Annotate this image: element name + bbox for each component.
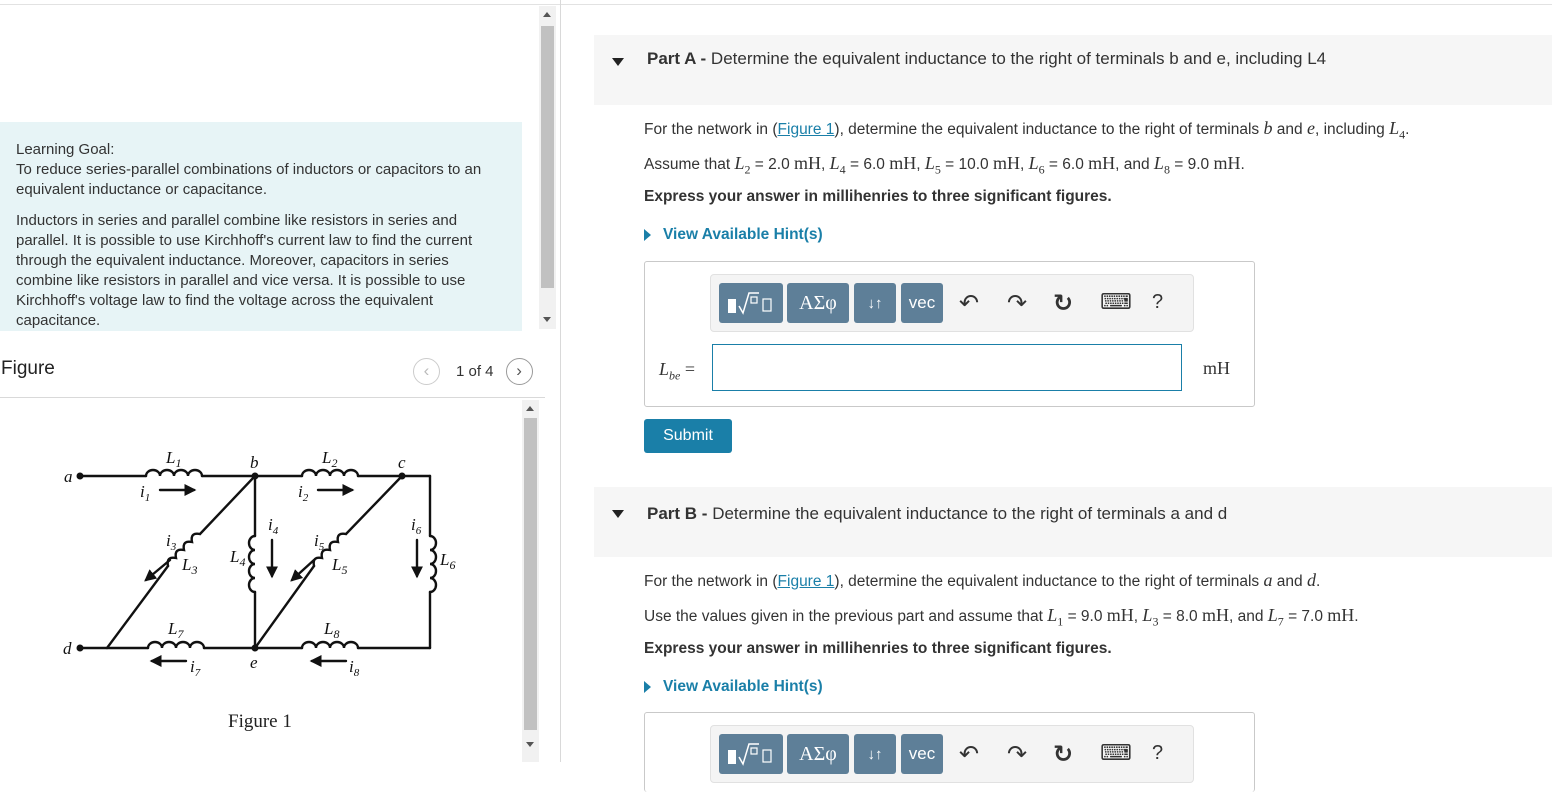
label-L6: $L_6$ xyxy=(440,550,456,572)
greek-symbols-button[interactable]: ΑΣφ xyxy=(787,734,849,774)
reset-icon[interactable]: ↻ xyxy=(1053,741,1074,768)
node-b xyxy=(252,473,259,480)
scroll-thumb[interactable] xyxy=(524,418,537,730)
label-L5: $L_5$ xyxy=(332,555,348,577)
right-pane xyxy=(560,0,1552,768)
templates-button[interactable] xyxy=(719,734,783,774)
part-b-answer-box xyxy=(644,712,1255,792)
wire-L5-e xyxy=(255,566,314,648)
part-a-title: Part A - Determine the equivalent inductance to the right of terminals b and e, including L4 xyxy=(647,49,1327,68)
figure-scrollbar[interactable] xyxy=(522,400,539,762)
learning-goal-panel xyxy=(0,122,522,331)
part-a-given-values: Assume that $L_2 = 2.0$ mH, $L_4 = 6.0$ mH, $L_5 = 10.0$ mH, $L_6 = 6.0$ mH, and $L_8 = 9.0$ mH. xyxy=(644,153,1245,177)
label-L2: $L_2$ xyxy=(322,448,338,470)
inductor-L7 xyxy=(148,642,204,648)
node-a xyxy=(77,473,84,480)
figure-link[interactable]: Figure 1 xyxy=(777,573,835,590)
expand-triangle-icon xyxy=(644,681,651,693)
label-a: a xyxy=(64,467,73,486)
wire-b-L3 xyxy=(200,476,255,534)
figure-header xyxy=(0,353,545,398)
part-a-answer-box xyxy=(644,261,1255,407)
figure-page-count: 1 of 4 xyxy=(456,362,494,380)
scroll-up-arrow-icon[interactable] xyxy=(543,12,551,17)
label-i8: $i_8$ xyxy=(349,657,360,679)
help-icon[interactable]: ? xyxy=(1152,742,1164,764)
keyboard-icon[interactable]: ⌨ xyxy=(1100,289,1132,314)
part-a-prompt: For the network in (Figure 1), determine the equivalent inductance to the right of terminals b and e, including $L_4$. xyxy=(644,118,1410,142)
scroll-down-arrow-icon[interactable] xyxy=(526,742,534,747)
label-L7: $L_7$ xyxy=(168,619,184,641)
part-b-given-values: Use the values given in the previous part and assume that $L_1 = 9.0$ mH, $L_3 = 8.0$ mH, and $L_7 = 7.0$ mH. xyxy=(644,605,1359,629)
wire-L3-d xyxy=(107,566,168,648)
circuit-diagram xyxy=(0,398,522,762)
label-L4: $L_4$ xyxy=(230,547,246,569)
figure-title: Figure xyxy=(1,358,55,379)
collapse-triangle-icon[interactable] xyxy=(612,58,624,66)
undo-icon[interactable]: ↶ xyxy=(959,290,980,317)
part-a-instruction: Express your answer in millihenries to three significant figures. xyxy=(644,188,1112,205)
subscript-superscript-button[interactable]: ↓↑ xyxy=(854,734,896,774)
keyboard-icon[interactable]: ⌨ xyxy=(1100,740,1132,765)
help-icon[interactable]: ? xyxy=(1152,291,1164,313)
inductor-L2 xyxy=(302,470,358,476)
templates-button[interactable] xyxy=(719,283,783,323)
figure-pager xyxy=(413,358,533,384)
prev-figure-button[interactable]: ‹ xyxy=(413,358,440,385)
answer-label: $L_{be}$ = xyxy=(659,359,695,383)
part-b-title: Part B - Determine the equivalent inductance to the right of terminals a and d xyxy=(647,504,1228,523)
vector-button[interactable]: vec xyxy=(901,734,943,774)
math-toolbar xyxy=(710,274,1194,332)
expand-triangle-icon xyxy=(644,229,651,241)
inductor-L1 xyxy=(146,470,202,476)
node-e xyxy=(252,645,259,652)
math-toolbar xyxy=(710,725,1194,783)
redo-icon[interactable]: ↷ xyxy=(1007,290,1028,317)
label-L3: $L_3$ xyxy=(182,555,198,577)
left-pane xyxy=(0,0,560,762)
label-i3: $i_3$ xyxy=(166,531,177,553)
label-b: b xyxy=(250,453,259,472)
vector-button[interactable]: vec xyxy=(901,283,943,323)
label-i4: $i_4$ xyxy=(268,515,279,537)
greek-symbols-button[interactable]: ΑΣφ xyxy=(787,283,849,323)
label-i6: $i_6$ xyxy=(411,515,422,537)
fraction-root-icon xyxy=(725,740,777,768)
part-b-prompt: For the network in (Figure 1), determine the equivalent inductance to the right of terminals a and d. xyxy=(644,570,1321,590)
inductor-L6 xyxy=(430,536,436,592)
redo-icon[interactable]: ↷ xyxy=(1007,741,1028,768)
label-L8: $L_8$ xyxy=(324,619,340,641)
node-c xyxy=(399,473,406,480)
answer-unit: mH xyxy=(1203,358,1230,378)
inductor-L4 xyxy=(249,536,255,592)
figure-link[interactable]: Figure 1 xyxy=(777,121,835,138)
label-c: c xyxy=(398,453,406,472)
next-figure-button[interactable]: › xyxy=(506,358,533,385)
part-a-hint-link[interactable]: View Available Hint(s) xyxy=(644,226,823,244)
goal-scrollbar[interactable] xyxy=(539,6,556,329)
wire-c-L5 xyxy=(346,476,402,534)
reset-icon[interactable]: ↻ xyxy=(1053,290,1074,317)
label-i1: $i_1$ xyxy=(140,482,151,504)
undo-icon[interactable]: ↶ xyxy=(959,741,980,768)
part-b-header[interactable] xyxy=(594,487,1552,557)
scroll-thumb[interactable] xyxy=(541,26,554,288)
submit-button[interactable]: Submit xyxy=(644,419,732,453)
subscript-superscript-button[interactable]: ↓↑ xyxy=(854,283,896,323)
inductor-L8 xyxy=(302,642,358,648)
learning-goal-text: To reduce series-parallel combinations of inductors or capacitors to an equivalent inductance or capacitance. xyxy=(16,161,482,198)
part-b-hint-link[interactable]: View Available Hint(s) xyxy=(644,678,823,696)
learning-goal-title: Learning Goal: xyxy=(16,141,115,158)
collapse-triangle-icon[interactable] xyxy=(612,510,624,518)
figure-caption: Figure 1 xyxy=(228,711,292,732)
label-L1: $L_1$ xyxy=(166,448,182,470)
scroll-up-arrow-icon[interactable] xyxy=(526,406,534,411)
label-i2: $i_2$ xyxy=(298,482,309,504)
label-i5: $i_5$ xyxy=(314,531,325,553)
part-b-instruction: Express your answer in millihenries to three significant figures. xyxy=(644,640,1112,657)
node-d xyxy=(77,645,84,652)
part-a-header[interactable] xyxy=(594,35,1552,105)
answer-input[interactable] xyxy=(712,344,1182,391)
label-i7: $i_7$ xyxy=(190,657,201,679)
fraction-root-icon xyxy=(725,289,777,317)
scroll-down-arrow-icon[interactable] xyxy=(543,317,551,322)
learning-goal-description: Inductors in series and parallel combine like resistors in series and parallel. It is possible to use Kirchhoff's current law to find the current through the equivalent inductance. Moreover, capacitors in series combine like resistors in parallel and vice versa. It is possible to use Kirchhoff's voltage law to find the voltage across the equivalent capacitance. xyxy=(16,212,473,329)
label-d: d xyxy=(63,639,72,658)
label-e: e xyxy=(250,653,258,672)
